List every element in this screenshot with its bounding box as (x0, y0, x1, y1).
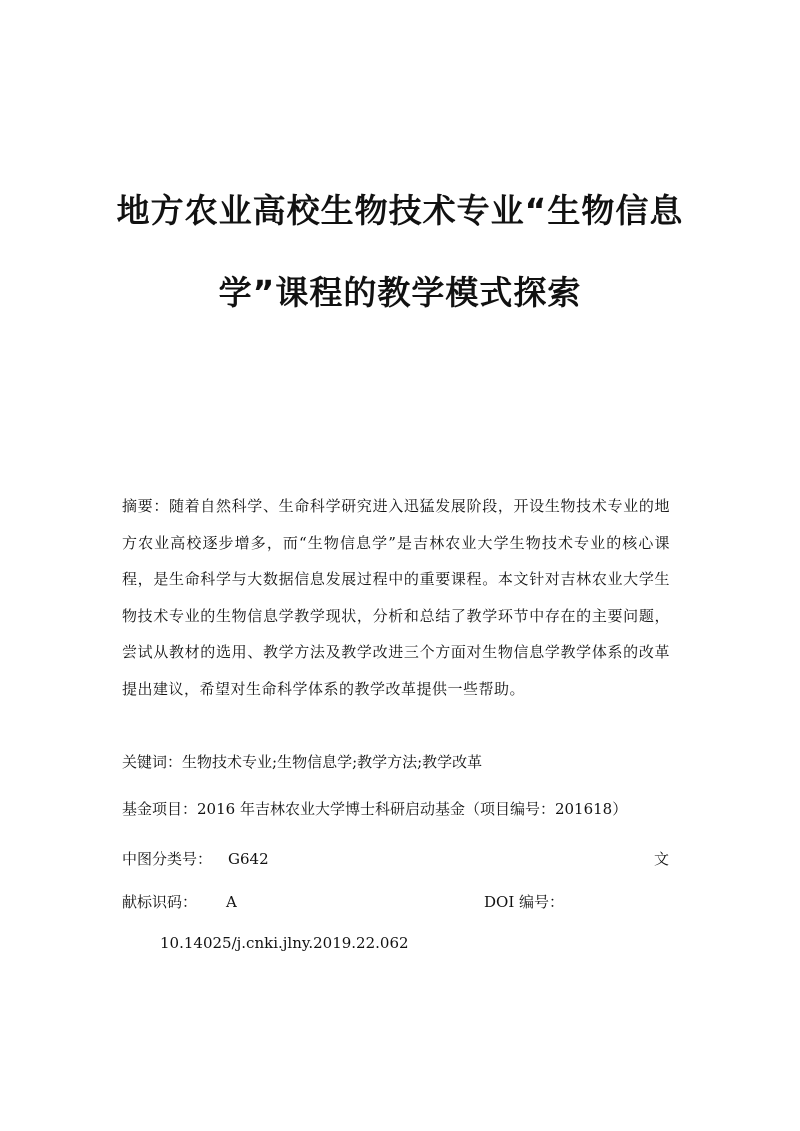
abstract-label: 摘要： (122, 497, 169, 515)
keywords-text: 生物技术专业;生物信息学;教学方法;教学改革 (182, 753, 483, 771)
fund-text: 2016 年吉林农业大学博士科研启动基金（项目编号：201618） (197, 800, 628, 818)
title-line-1: 地方农业高校生物技术专业“生物信息 (116, 191, 684, 230)
abstract (122, 488, 670, 707)
doi-label: DOI 编号： (484, 893, 565, 911)
clc-label: 中图分类号： (122, 850, 213, 868)
doc-code-value: A (226, 893, 237, 911)
clc-trailing-text: 文 (654, 850, 670, 868)
fund-label: 基金项目： (122, 800, 198, 818)
keywords (122, 752, 482, 772)
title-line-2: 学”课程的教学模式探索 (218, 273, 582, 312)
doc-code-label: 献标识码： (122, 893, 198, 911)
fund-info (122, 799, 627, 819)
clc-value: G642 (228, 850, 269, 868)
abstract-text: 随着自然科学、生命科学研究进入迅猛发展阶段，开设生物技术专业的地方农业高校逐步增多，而“生物信息学”是吉林农业大学生物技术专业的核心课程，是生命科学与大数据信息发展过程中的重要课程。本文针对吉林农业大学生物技术专业的生物信息学教学现状，分析和总结了教学环节中存在的主要问题，尝试从教材的选用、教学方法及教学改进三个方面对生物信息学教学体系的改革提出建议，希望对生命科学体系的教学改革提供一些帮助。 (122, 497, 670, 698)
doi-value: 10.14025/j.cnki.jlny.2019.22.062 (160, 934, 409, 952)
keywords-label: 关键词： (122, 753, 183, 771)
